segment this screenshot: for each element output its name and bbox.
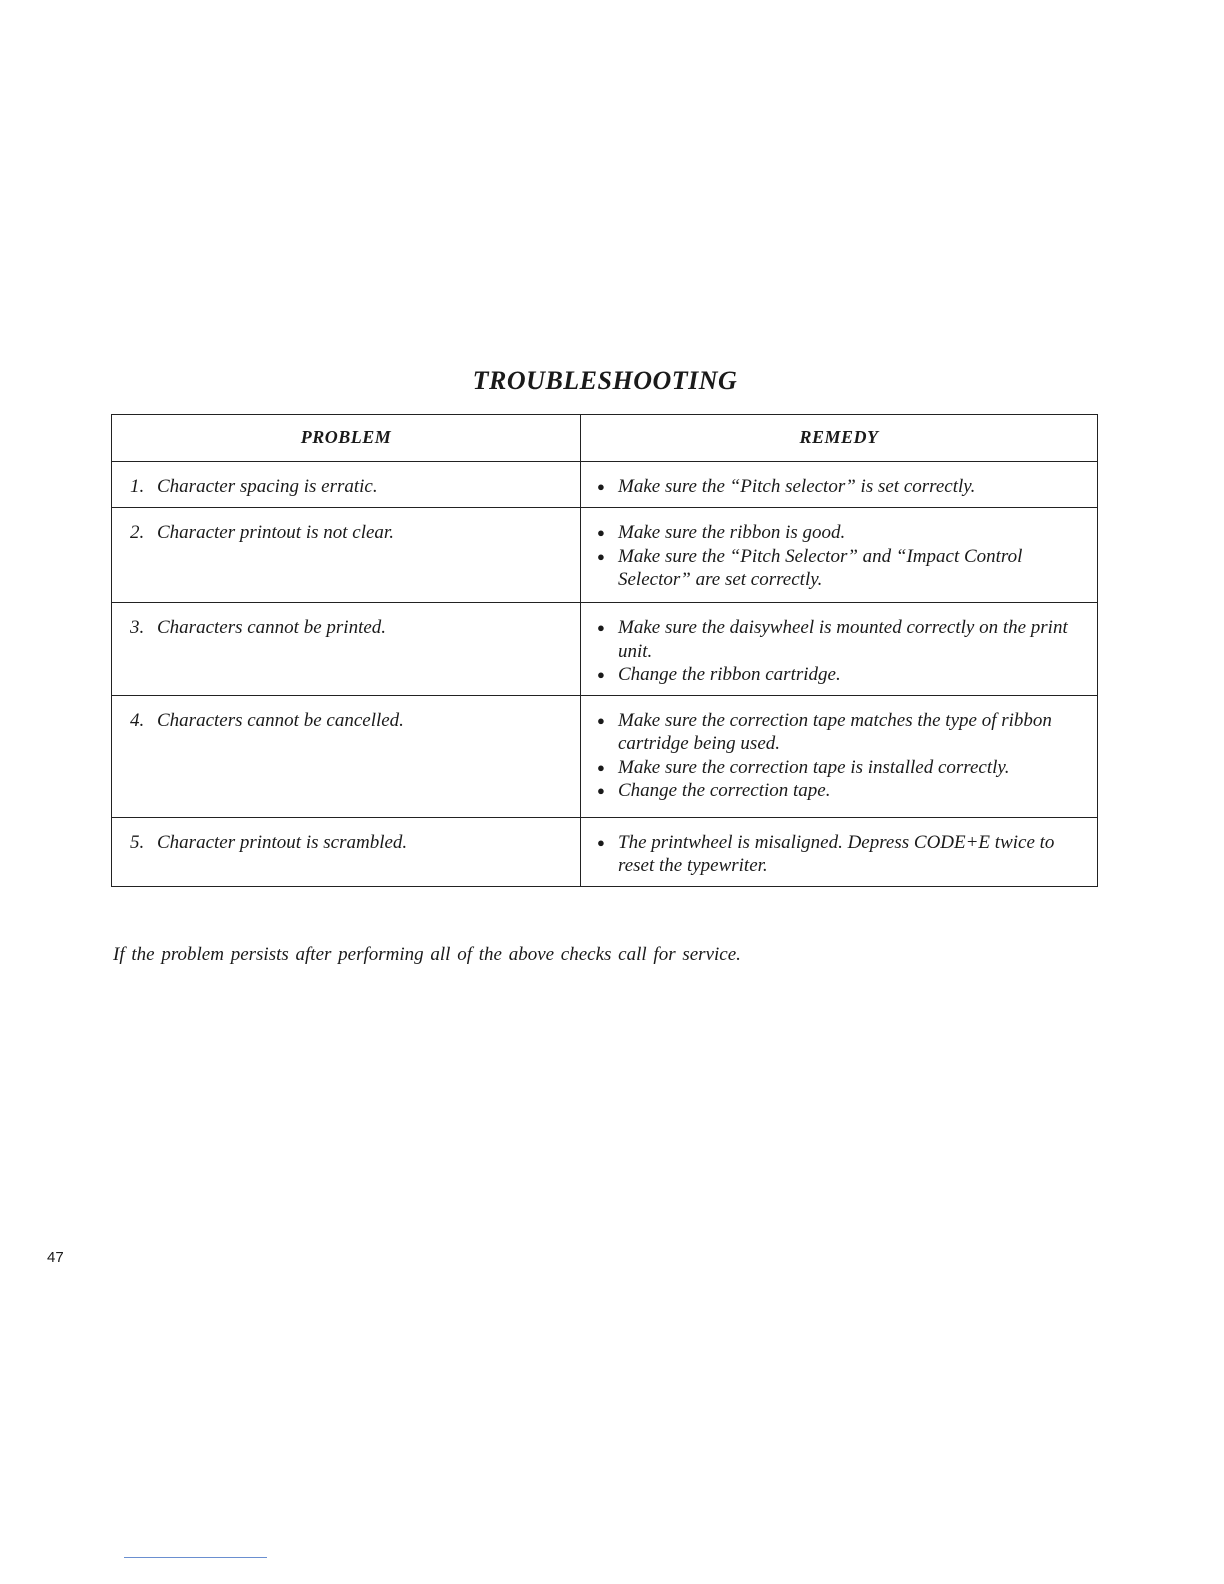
page-title: TROUBLESHOOTING (472, 366, 738, 395)
table-row (112, 817, 1098, 886)
remedy-cell (581, 462, 1098, 508)
problem-cell (112, 508, 581, 603)
remedy-column-header: REMEDY (581, 415, 1098, 462)
remedy-text: Change the correction tape. (618, 780, 831, 801)
problem-number: 5. (130, 831, 145, 853)
remedy-item (595, 616, 1089, 663)
remedy-text: Make sure the “Pitch Selector” and “Impact Control Selector” are set correctly. (618, 545, 1023, 590)
remedy-text: Make sure the daisywheel is mounted correctly on the print unit. (618, 617, 1068, 662)
remedy-item (595, 756, 1089, 780)
problem-text: Character spacing is erratic. (157, 476, 378, 497)
problem-column-header: PROBLEM (112, 415, 581, 462)
remedy-item (595, 831, 1089, 878)
bullet-icon: ● (597, 783, 605, 798)
problem-cell (112, 817, 581, 886)
remedy-text: Make sure the “Pitch selector” is set correctly. (618, 476, 976, 497)
remedy-cell (581, 695, 1098, 817)
bullet-icon: ● (597, 712, 605, 728)
bullet-icon: ● (597, 479, 605, 494)
problem-number: 3. (130, 617, 145, 638)
remedy-text: Make sure the correction tape matches the type of ribbon cartridge being used. (618, 709, 1052, 754)
remedy-cell (581, 508, 1098, 603)
problem-cell (112, 603, 581, 696)
bullet-icon: ● (597, 667, 605, 682)
problem-text: Characters cannot be cancelled. (157, 709, 404, 731)
remedy-text: Make sure the correction tape is installed correctly. (618, 756, 1010, 778)
table-row (112, 603, 1098, 696)
problem-number: 2. (130, 522, 145, 543)
table-row (112, 508, 1098, 603)
remedy-item (595, 779, 1089, 803)
remedy-text: The printwheel is misaligned. Depress CODE+E twice to reset the typewriter. (618, 831, 1055, 876)
remedy-text: Change the ribbon cartridge. (618, 664, 841, 685)
bullet-icon: ● (597, 620, 605, 635)
problem-cell (112, 462, 581, 508)
service-note: If the problem persists after performing all of the above checks call for service. (113, 944, 741, 965)
remedy-item (595, 521, 1089, 545)
bullet-icon: ● (597, 759, 605, 775)
troubleshooting-table (111, 414, 1098, 887)
remedy-item (595, 663, 1089, 687)
problem-text: Character printout is not clear. (157, 522, 394, 543)
bullet-icon: ● (597, 525, 605, 540)
remedy-cell (581, 817, 1098, 886)
divider-line (124, 1557, 267, 1558)
problem-number: 4. (130, 709, 145, 731)
table-row (112, 462, 1098, 508)
problem-number: 1. (130, 476, 145, 497)
problem-cell (112, 695, 581, 817)
remedy-cell (581, 603, 1098, 696)
remedy-item (595, 475, 1089, 499)
remedy-text: Make sure the ribbon is good. (618, 522, 846, 543)
bullet-icon: ● (597, 548, 605, 564)
problem-text: Character printout is scrambled. (157, 831, 408, 853)
remedy-item (595, 545, 1089, 592)
problem-text: Characters cannot be printed. (157, 617, 387, 638)
remedy-item (595, 709, 1089, 756)
bullet-icon: ● (597, 834, 605, 850)
table-header-row (112, 415, 1098, 462)
table-row (112, 695, 1098, 817)
page-number: 47 (47, 1249, 64, 1266)
